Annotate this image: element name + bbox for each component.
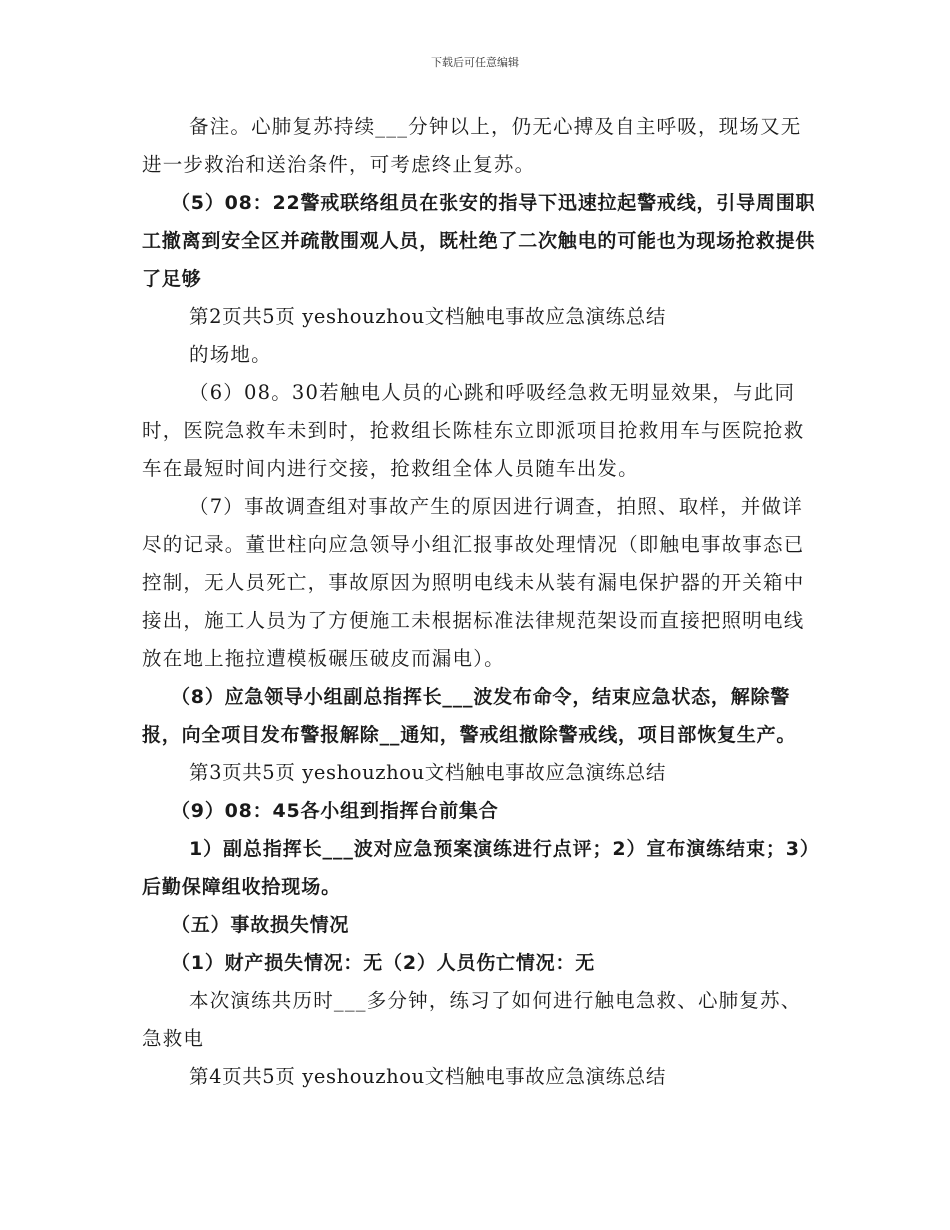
page-header: 下载后可任意编辑	[431, 56, 519, 69]
section-heading-losses: （五）事故损失情况	[171, 914, 350, 936]
paragraph-step-7: （7）事故调查组对事故产生的原因进行调查，拍照、取样，并做详尽的记录。董世柱向应急领导小组汇报事故处理情况（即触电事故事态已控制，无人员死亡，事故原因为照明电线未从装有漏电保护器的开关箱中接出，施工人员为了方便施工未根据标准法律规范架设而直接把照明电线放在地上拖拉遭模板碾压破皮而漏电）。	[142, 495, 805, 670]
page-footer-4: 第4页共5页 yeshouzhou文档触电事故应急演练总结	[189, 1065, 666, 1088]
paragraph-step-8: （8）应急领导小组副总指挥长___波发布命令，结束应急状态，解除警报，向全项目发布警报解除__通知，警戒组撤除警戒线，项目部恢复生产。	[142, 686, 797, 746]
paragraph-summary: 本次演练共历时___多分钟，练习了如何进行触电急救、心肺复苏、急救电	[142, 989, 802, 1050]
paragraph-step-9: （9）08：45各小组到指挥台前集合	[171, 800, 499, 822]
paragraph-step-6: （6）08。30若触电人员的心跳和呼吸经急救无明显效果，与此同时，医院急救车未到时，抢救组长陈桂东立即派项目抢救用车与医院抢救车在最短时间内进行交接，抢救组全体人员随车出发。	[142, 381, 805, 480]
paragraph-step-9-details: 1）副总指挥长___波对应急预案演练进行点评；2）宣布演练结束；3）后勤保障组收拾现场。	[142, 838, 820, 898]
page-footer-2: 第2页共5页 yeshouzhou文档触电事故应急演练总结	[189, 305, 666, 328]
page-footer-3: 第3页共5页 yeshouzhou文档触电事故应急演练总结	[189, 761, 666, 784]
document-body	[142, 108, 822, 1096]
paragraph-cpr-note: 备注。心肺复苏持续___分钟以上，仍无心搏及自主呼吸，现场又无进一步救治和送治条件，可考虑终止复苏。	[142, 115, 802, 176]
paragraph-step-5: （5）08：22警戒联络组员在张安的指导下迅速拉起警戒线，引导周围职工撤离到安全区并疏散围观人员，既杜绝了二次触电的可能也为现场抢救提供了足够	[142, 192, 816, 290]
paragraph-continuation: 的场地。	[189, 343, 272, 366]
paragraph-losses: （1）财产损失情况：无（2）人员伤亡情况：无	[171, 952, 596, 974]
